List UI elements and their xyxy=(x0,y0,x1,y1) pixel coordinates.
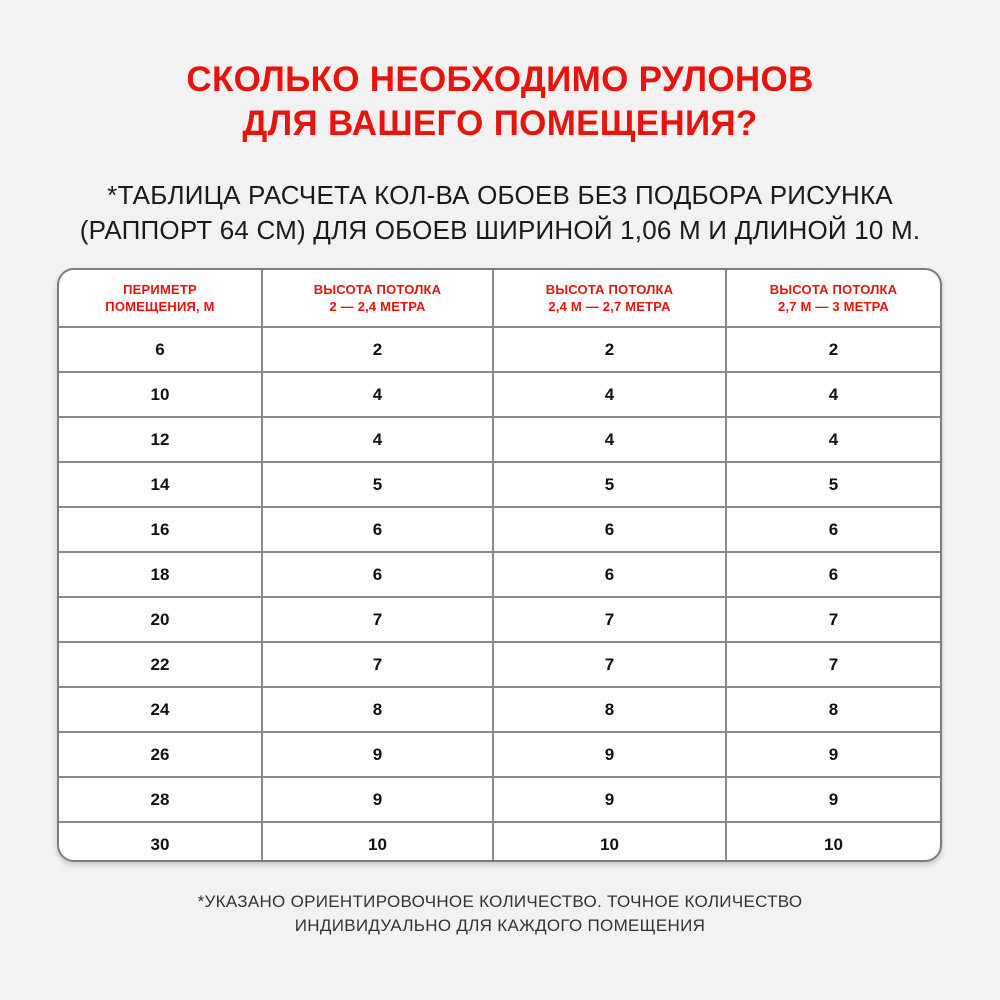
title-line-1: СКОЛЬКО НЕОБХОДИМО РУЛОНОВ xyxy=(186,60,814,99)
perimeter-cell: 24 xyxy=(59,687,262,732)
table-row xyxy=(59,552,940,597)
footnote-line-2: ИНДИВИДУАЛЬНО ДЛЯ КАЖДОГО ПОМЕЩЕНИЯ xyxy=(294,916,706,935)
table-row xyxy=(59,822,940,862)
rolls-cell: 7 xyxy=(726,642,940,687)
rolls-cell: 6 xyxy=(493,552,726,597)
perimeter-cell: 18 xyxy=(59,552,262,597)
header-line: 2 — 2,4 МЕТРА xyxy=(329,299,426,314)
rolls-cell: 9 xyxy=(262,732,493,777)
rolls-cell: 4 xyxy=(262,417,493,462)
footnote-line-1: *УКАЗАНО ОРИЕНТИРОВОЧНОЕ КОЛИЧЕСТВО. ТОЧНОЕ КОЛИЧЕСТВО xyxy=(197,892,803,911)
table-row xyxy=(59,642,940,687)
rolls-cell: 10 xyxy=(493,822,726,862)
header-line: 2,4 М — 2,7 МЕТРА xyxy=(548,299,671,314)
rolls-cell: 9 xyxy=(726,732,940,777)
footnote xyxy=(0,890,1000,938)
header-line: ПЕРИМЕТР xyxy=(123,282,197,297)
rolls-cell: 4 xyxy=(726,372,940,417)
table-row xyxy=(59,417,940,462)
page-title xyxy=(0,58,1000,146)
table-row xyxy=(59,327,940,372)
table-subtitle xyxy=(0,178,1000,248)
perimeter-cell: 6 xyxy=(59,327,262,372)
rolls-cell: 9 xyxy=(262,777,493,822)
rolls-cell: 9 xyxy=(726,777,940,822)
rolls-cell: 5 xyxy=(493,462,726,507)
rolls-cell: 6 xyxy=(726,552,940,597)
perimeter-cell: 16 xyxy=(59,507,262,552)
perimeter-cell: 28 xyxy=(59,777,262,822)
table-row xyxy=(59,462,940,507)
rolls-cell: 4 xyxy=(493,417,726,462)
rolls-cell: 4 xyxy=(493,372,726,417)
rolls-cell: 7 xyxy=(262,642,493,687)
perimeter-cell: 14 xyxy=(59,462,262,507)
table-row xyxy=(59,687,940,732)
rolls-cell: 10 xyxy=(262,822,493,862)
header-line: ПОМЕЩЕНИЯ, М xyxy=(105,299,215,314)
rolls-cell: 10 xyxy=(824,834,843,854)
header-line: ВЫСОТА ПОТОЛКА xyxy=(313,282,442,297)
subtitle-line-1: *ТАБЛИЦА РАСЧЕТА КОЛ-ВА ОБОЕВ БЕЗ ПОДБОРА РИСУНКА xyxy=(107,180,893,210)
rolls-cell: 7 xyxy=(726,597,940,642)
rolls-cell: 7 xyxy=(493,642,726,687)
rolls-table-card xyxy=(57,268,942,862)
header-line: ВЫСОТА ПОТОЛКА xyxy=(769,282,898,297)
rolls-cell: 6 xyxy=(262,552,493,597)
rolls-table xyxy=(59,270,940,862)
rolls-cell: 8 xyxy=(726,687,940,732)
rolls-cell: 2 xyxy=(262,327,493,372)
rolls-cell: 7 xyxy=(493,597,726,642)
perimeter-cell: 12 xyxy=(59,417,262,462)
rolls-cell: 9 xyxy=(493,777,726,822)
rolls-cell: 4 xyxy=(726,417,940,462)
header-height-2-2-4 xyxy=(262,270,493,327)
perimeter-cell: 26 xyxy=(59,732,262,777)
rolls-cell: 7 xyxy=(262,597,493,642)
table-row xyxy=(59,597,940,642)
rolls-cell: 5 xyxy=(262,462,493,507)
header-height-2-7-3 xyxy=(726,270,940,327)
header-line: 2,7 М — 3 МЕТРА xyxy=(778,299,889,314)
rolls-cell: 6 xyxy=(262,507,493,552)
perimeter-cell: 30 xyxy=(59,822,262,862)
perimeter-cell: 10 xyxy=(59,372,262,417)
table-header-row xyxy=(59,270,940,327)
rolls-cell: 2 xyxy=(726,327,940,372)
perimeter-cell: 20 xyxy=(59,597,262,642)
rolls-cell: 8 xyxy=(262,687,493,732)
header-height-2-4-2-7 xyxy=(493,270,726,327)
table-body xyxy=(59,327,940,862)
rolls-cell: 5 xyxy=(726,462,940,507)
title-line-2: ДЛЯ ВАШЕГО ПОМЕЩЕНИЯ? xyxy=(242,104,758,143)
header-line: ВЫСОТА ПОТОЛКА xyxy=(545,282,674,297)
rolls-cell: 9 xyxy=(493,732,726,777)
header-perimeter xyxy=(59,270,262,327)
rolls-cell: 4 xyxy=(262,372,493,417)
perimeter-cell: 22 xyxy=(59,642,262,687)
rolls-cell: 6 xyxy=(726,507,940,552)
table-row xyxy=(59,372,940,417)
rolls-cell: 6 xyxy=(493,507,726,552)
rolls-cell: 2 xyxy=(493,327,726,372)
subtitle-line-2: (РАППОРТ 64 СМ) ДЛЯ ОБОЕВ ШИРИНОЙ 1,06 М И ДЛИНОЙ 10 М. xyxy=(79,215,921,245)
rolls-cell: 8 xyxy=(493,687,726,732)
table-row xyxy=(59,732,940,777)
table-row xyxy=(59,507,940,552)
table-row xyxy=(59,777,940,822)
